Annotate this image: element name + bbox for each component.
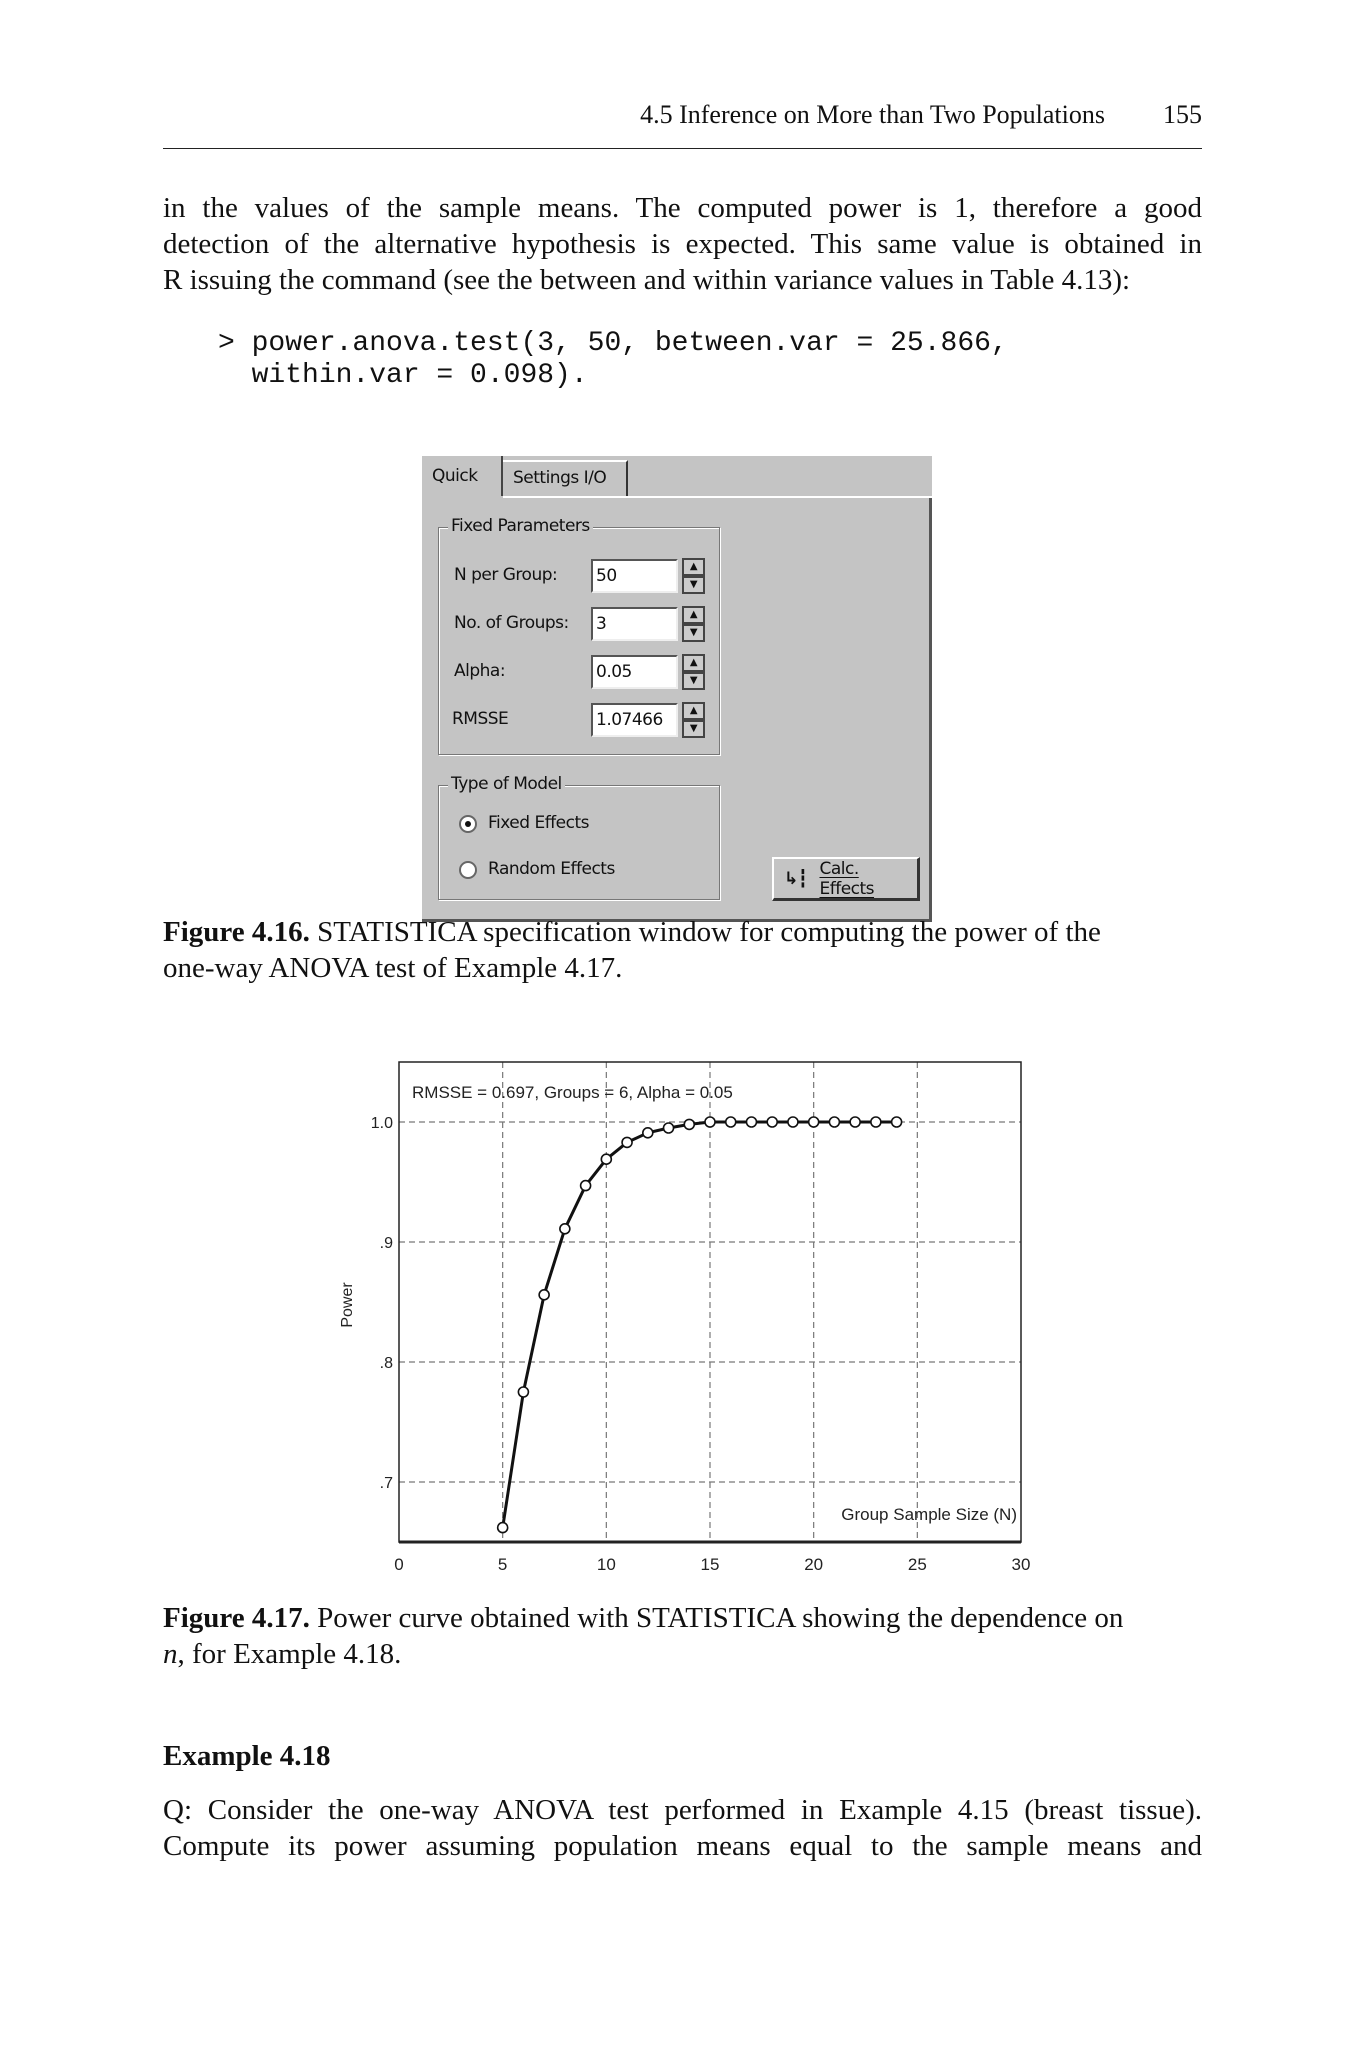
spin-up-icon[interactable]: ▲ — [684, 560, 703, 574]
caption-text: STATISTICA specification window for computing the power of the — [309, 916, 1101, 948]
power-calculation-dialog — [422, 456, 932, 922]
text-line: R issuing the command (see the between and within variance values in Table 4.13): — [163, 264, 1131, 296]
header-rule — [163, 148, 1202, 149]
fixed-effects-radio[interactable] — [459, 815, 477, 833]
spin-up-icon[interactable]: ▲ — [684, 704, 703, 718]
figure-number: Figure 4.16. — [163, 916, 310, 948]
tab-divider — [503, 496, 932, 498]
text-line: detection of the alternative hypothesis is expected. This same value is obtained in — [163, 228, 1202, 260]
section-title: 4.5 Inference on More than Two Populations — [640, 100, 1105, 129]
spin-down-icon[interactable]: ▼ — [684, 578, 703, 592]
y-tick-label: .9 — [379, 1235, 393, 1252]
caption-text: one-way ANOVA test of Example 4.17. — [163, 952, 623, 984]
figure-4-16-caption — [163, 914, 1202, 986]
chart-title: RMSSE = 0.697, Groups = 6, Alpha = 0.05 — [412, 1083, 733, 1102]
group-legend: Type of Model — [448, 774, 565, 794]
n-per-group-spinner[interactable] — [682, 558, 705, 594]
data-point — [518, 1387, 528, 1397]
data-point — [684, 1119, 694, 1129]
data-point — [788, 1117, 798, 1127]
tab-quick[interactable]: Quick — [422, 456, 503, 496]
x-tick-label: 20 — [804, 1555, 824, 1574]
data-point — [850, 1117, 860, 1127]
radio-label[interactable]: Fixed Effects — [488, 813, 589, 833]
data-point — [726, 1117, 736, 1127]
x-tick-label: 30 — [1011, 1555, 1031, 1574]
spin-down-icon[interactable]: ▼ — [684, 722, 703, 736]
data-point — [705, 1117, 715, 1127]
group-legend: Fixed Parameters — [448, 516, 593, 536]
radio-label[interactable]: Random Effects — [488, 859, 615, 879]
figure-number: Figure 4.17. — [163, 1602, 310, 1634]
field-label: No. of Groups: — [454, 613, 569, 633]
running-head — [163, 100, 1202, 130]
calc-effects-button[interactable] — [772, 857, 920, 901]
y-axis-label: Power — [339, 1282, 356, 1328]
data-point — [560, 1224, 570, 1234]
x-tick-label: 5 — [497, 1555, 508, 1574]
rmsse-input[interactable]: 1.07466 — [591, 703, 678, 737]
text-line: Compute its power assuming population means equal to the sample means and — [163, 1830, 1202, 1862]
power-curve-line — [503, 1122, 897, 1528]
data-point — [767, 1117, 777, 1127]
data-point — [643, 1128, 653, 1138]
data-point — [809, 1117, 819, 1127]
field-label: RMSSE — [452, 709, 509, 729]
code-block — [218, 328, 1008, 392]
data-point — [746, 1117, 756, 1127]
x-tick-label: 15 — [700, 1555, 720, 1574]
random-effects-radio[interactable] — [459, 861, 477, 879]
code-line: > power.anova.test(3, 50, between.var = 25.866, — [218, 328, 1008, 359]
figure-4-17-caption — [163, 1600, 1202, 1672]
data-point — [581, 1181, 591, 1191]
y-tick-label: 1.0 — [370, 1115, 393, 1132]
x-tick-label: 25 — [907, 1555, 927, 1574]
intro-paragraph — [163, 190, 1202, 298]
n-per-group-input[interactable]: 50 — [591, 559, 678, 593]
caption-text: , for Example 4.18. — [177, 1638, 402, 1670]
data-point — [829, 1117, 839, 1127]
caption-text: Power curve obtained with STATISTICA showing the dependence on — [309, 1602, 1124, 1634]
y-tick-label: .7 — [379, 1475, 393, 1492]
field-label: Alpha: — [454, 661, 506, 681]
y-tick-label: .8 — [379, 1355, 393, 1372]
type-of-model-group — [438, 785, 720, 900]
power-curve-chart — [330, 1040, 1050, 1580]
rmsse-spinner[interactable] — [682, 702, 705, 738]
spin-up-icon[interactable]: ▲ — [684, 608, 703, 622]
alpha-input[interactable]: 0.05 — [591, 655, 678, 689]
panel-edge — [929, 498, 932, 922]
example-heading: Example 4.18 — [163, 1740, 331, 1772]
text-line: Q: Consider the one-way ANOVA test performed in Example 4.15 (breast tissue). — [163, 1794, 1202, 1826]
data-point — [601, 1154, 611, 1164]
spin-up-icon[interactable]: ▲ — [684, 656, 703, 670]
data-point — [622, 1137, 632, 1147]
field-label: N per Group: — [454, 565, 558, 585]
example-question — [163, 1792, 1202, 1864]
x-tick-label: 0 — [394, 1555, 404, 1574]
calc-icon: ↳┇ — [784, 868, 808, 889]
code-line: within.var = 0.098). — [218, 360, 588, 391]
page-number: 155 — [1163, 100, 1202, 129]
x-tick-label: 10 — [596, 1555, 616, 1574]
spin-down-icon[interactable]: ▼ — [684, 674, 703, 688]
alpha-spinner[interactable] — [682, 654, 705, 690]
text-line: in the values of the sample means. The computed power is 1, therefore a good — [163, 192, 1202, 224]
tab-settings-io[interactable]: Settings I/O — [503, 460, 628, 496]
spin-down-icon[interactable]: ▼ — [684, 626, 703, 640]
no-of-groups-input[interactable]: 3 — [591, 607, 678, 641]
caption-italic: n — [163, 1638, 178, 1670]
no-of-groups-spinner[interactable] — [682, 606, 705, 642]
data-point — [664, 1123, 674, 1133]
data-point — [539, 1290, 549, 1300]
data-point — [871, 1117, 881, 1127]
data-point — [498, 1523, 508, 1533]
data-point — [892, 1117, 902, 1127]
calc-effects-label: Calc. Effects — [819, 858, 875, 899]
x-axis-label: Group Sample Size (N) — [841, 1505, 1017, 1524]
